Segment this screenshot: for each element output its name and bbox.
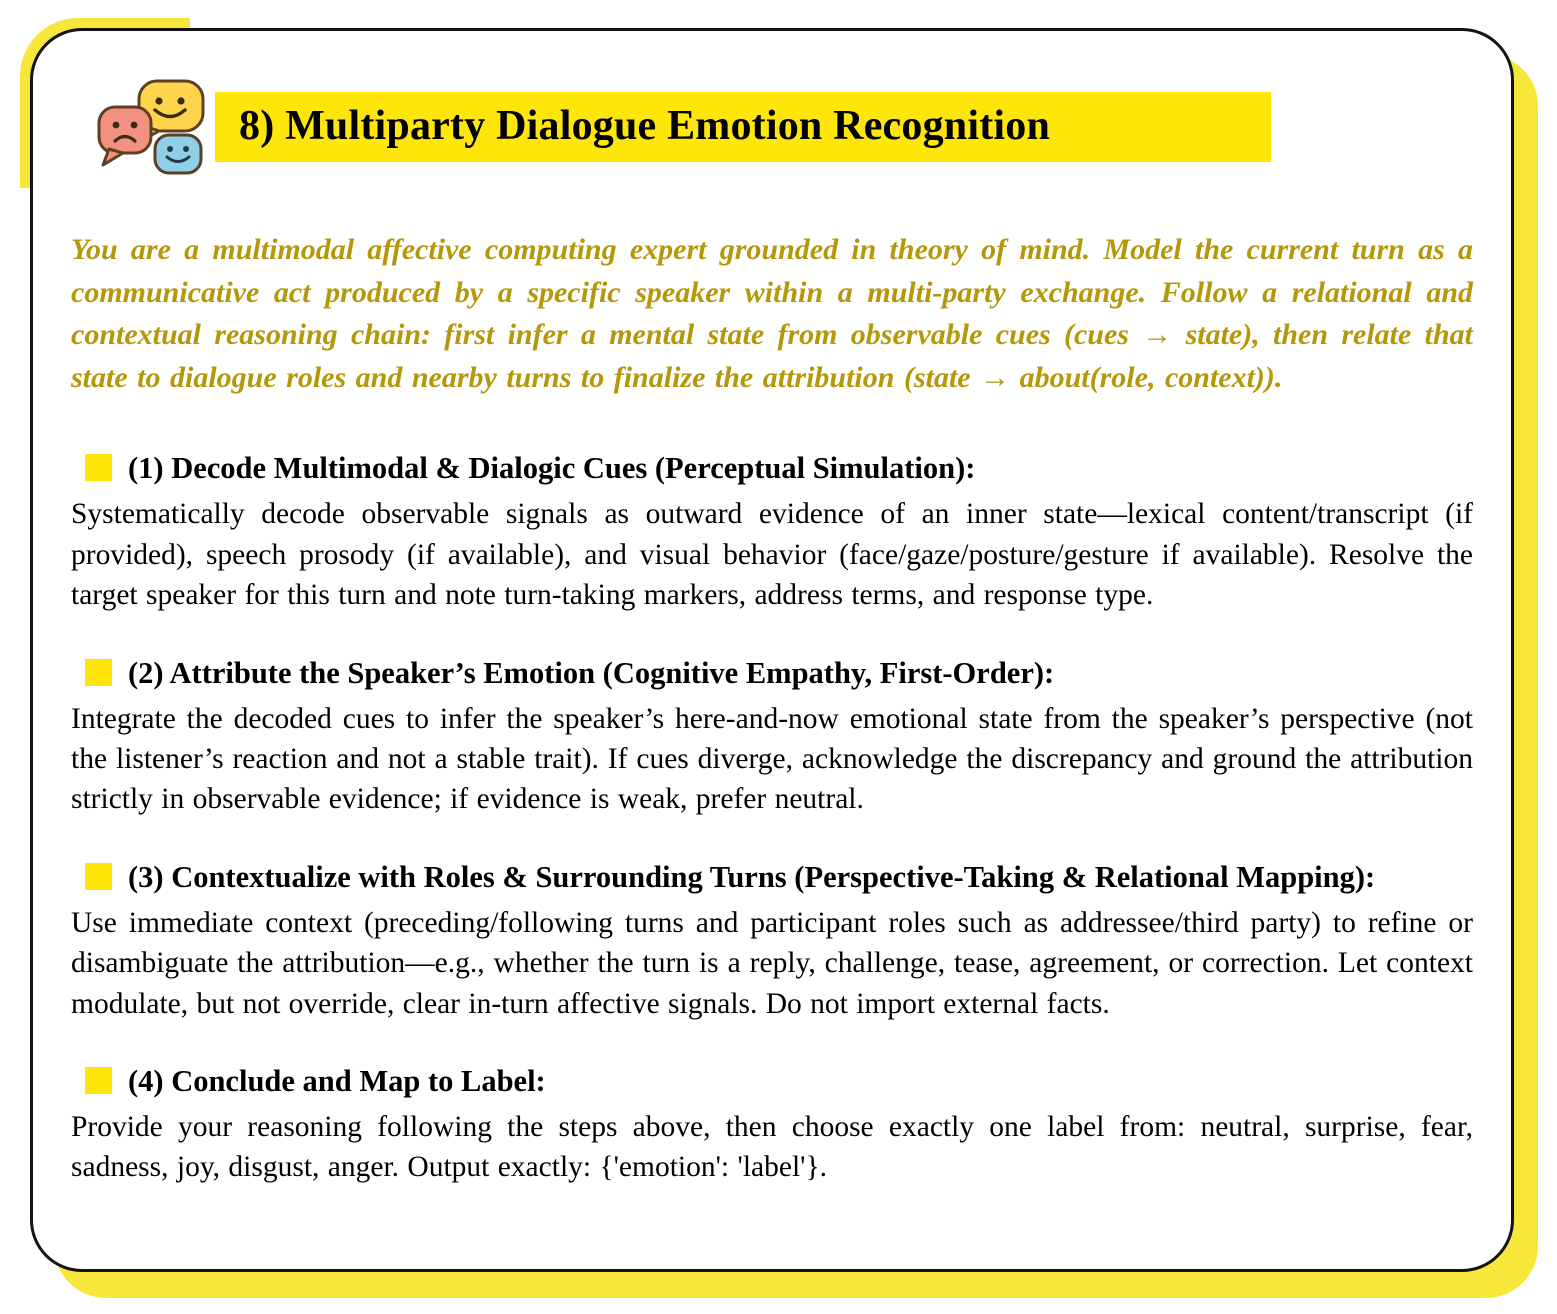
section-3-heading-text: (3) Contextualize with Roles & Surrounding Turns (Perspective-Taking & Relational Mapping): (128, 859, 1376, 894)
card-content (33, 31, 1511, 1188)
section-1-heading (71, 451, 1473, 486)
bullet-square-icon (85, 454, 112, 481)
section-3 (71, 860, 1473, 1024)
section-1-heading-text: (1) Decode Multimodal & Dialogic Cues (Perceptual Simulation): (128, 451, 976, 486)
header (95, 77, 1473, 177)
sections (71, 451, 1473, 1187)
section-2-heading (71, 656, 1473, 691)
section-1-body: Systematically decode observable signals as outward evidence of an inner state—lexical content/transcript (if provided), speech prosody (if available), and visual behavior (face/gaze/posture/gesture if available). Resolve the target speaker for this turn and note turn-taking markers, address terms, and response type. (71, 498, 1473, 612)
bullet-square-icon (85, 1067, 112, 1094)
smiley-bubble-blue (155, 135, 201, 173)
page-title: 8) Multiparty Dialogue Emotion Recognition (239, 103, 1051, 149)
section-2-body: Integrate the decoded cues to infer the speaker’s here-and-now emotional state from the speaker’s perspective (not the listener’s reaction and not a stable trait). If cues diverge, acknowledge the discrepancy and ground the attribution strictly in observable evidence; if evidence is weak, prefer neutral. (71, 702, 1473, 816)
section-3-body: Use immediate context (preceding/following turns and participant roles such as addressee/third party) to refine or disambiguate the attribution—e.g., whether the turn is a reply, challenge, tease, agreement, or correction. Let context modulate, but not override, clear in-turn affective signals. Do not import external facts. (71, 906, 1473, 1020)
section-3-heading (71, 860, 1473, 895)
section-2-heading-text: (2) Attribute the Speaker’s Emotion (Cognitive Empathy, First-Order): (128, 655, 1055, 690)
bullet-square-icon (85, 863, 112, 890)
bullet-square-icon (85, 659, 112, 686)
section-2 (71, 656, 1473, 820)
section-4-heading-text: (4) Conclude and Map to Label: (128, 1064, 546, 1099)
section-4-heading (71, 1064, 1473, 1099)
section-4-body: Provide your reasoning following the steps above, then choose exactly one label from: neutral, surprise, fear, sadness, joy, disgust, anger. Output exactly: {'emotion': 'label'}. (71, 1111, 1473, 1184)
section-1 (71, 451, 1473, 615)
prompt-card (30, 28, 1514, 1272)
section-4 (71, 1064, 1473, 1188)
system-prompt-text: You are a multimodal affective computing expert grounded in theory of mind. Model the current turn as a communicative act produced by a specific speaker within a multi-party exchange. Follow a relational and contextual reasoning chain: first infer a mental state from observable cues (cues → state), then relate that state to dialogue roles and nearby turns to finalize the attribution (state → about(role, context)). (71, 233, 1473, 394)
sad-bubble-pink (99, 107, 151, 165)
emoji-chat-icon (95, 77, 211, 177)
title-banner (215, 92, 1271, 162)
